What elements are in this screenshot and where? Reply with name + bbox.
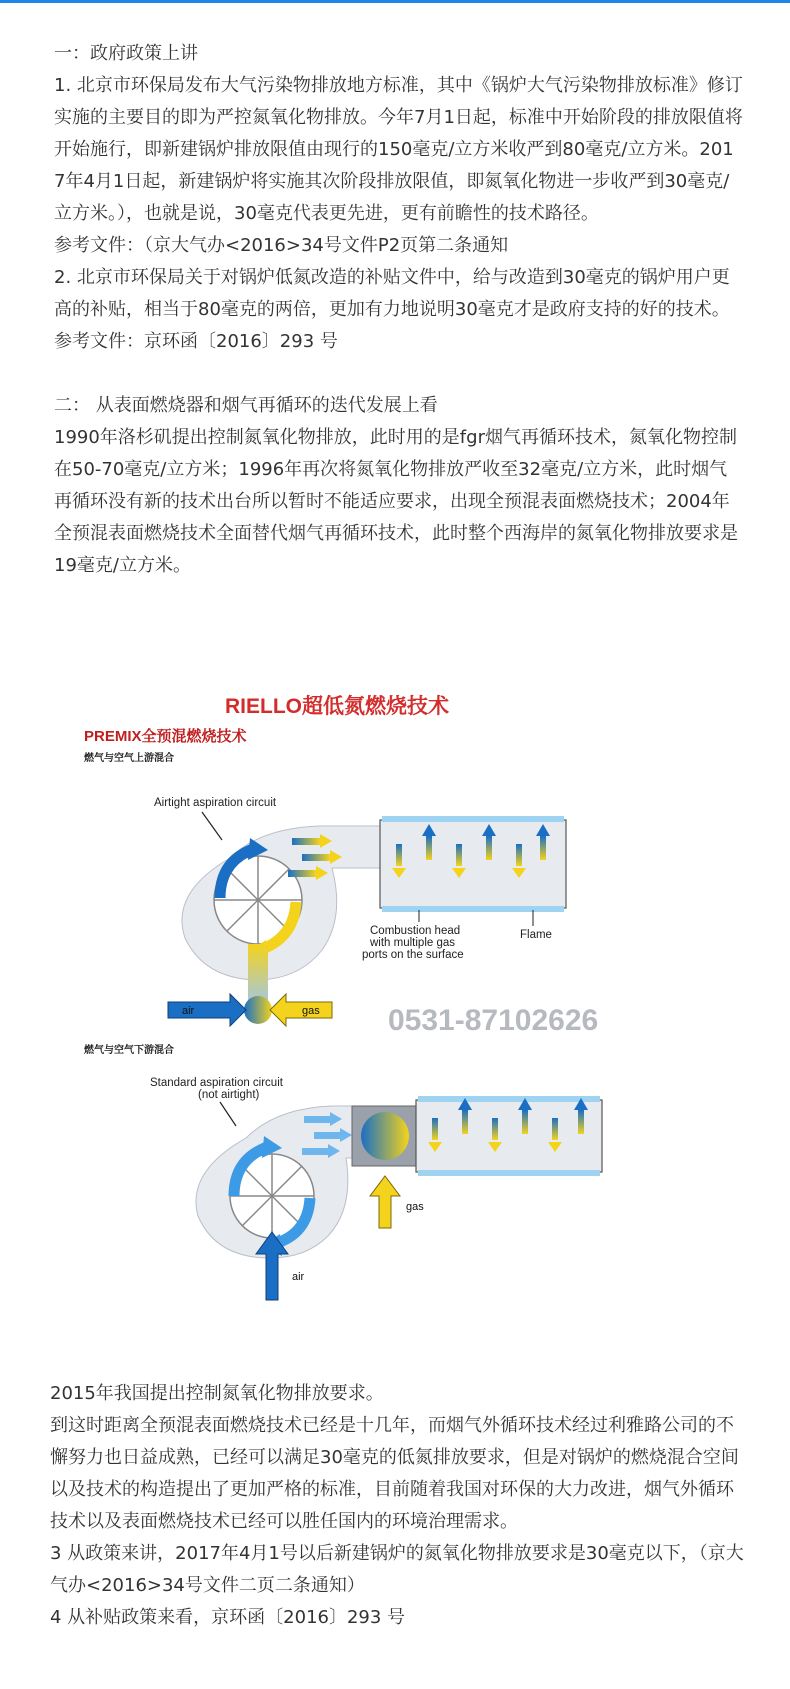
- burner-diagram-svg: [70, 688, 670, 1348]
- upper-caption: 燃气与空气上游混合: [84, 753, 174, 764]
- upper-premix-burner: [154, 797, 566, 1026]
- section-1-reference-1: 参考文件：（京大气办<2016>34号文件P2页第二条通知: [54, 235, 509, 256]
- figure-subtitle: PREMIX全预混燃烧技术: [84, 728, 247, 745]
- upper-gas-label: gas: [302, 1005, 320, 1017]
- lower-caption: 燃气与空气下游混合: [84, 1045, 174, 1056]
- lower-mixing-valve: [361, 1112, 409, 1160]
- airtight-label: Airtight aspiration circuit: [154, 797, 277, 809]
- riello-burner-diagram: [70, 688, 670, 1348]
- section-3-paragraph-1: 2015年我国提出控制氮氧化物排放要求。: [50, 1383, 384, 1404]
- combustion-head-label-2: with multiple gas: [370, 937, 456, 949]
- section-3-paragraph-2: 到这时距离全预混表面燃烧技术已经是十几年，而烟气外循环技术经过利雅路公司的不懈努力也日益成熟，已经可以满足30毫克的低氮排放要求，但是对锅炉的燃烧混合空间以及技术的构造提出了更加严格的标准，目前随着我国对环保的大力改进，烟气外循环技术以及表面燃烧技术已经可以胜任国内的环境治理需求。: [50, 1415, 739, 1532]
- upper-flame-bottom: [382, 906, 564, 912]
- figure-title: RIELLO超低氮燃烧技术: [225, 695, 449, 718]
- section-3-paragraph-4: 4 从补贴政策来看，京环函〔2016〕293 号: [50, 1607, 406, 1628]
- section-1-paragraph-2: 2. 北京市环保局关于对锅炉低氮改造的补贴文件中，给与改造到30毫克的锅炉用户更高的补贴，相当于80毫克的两倍，更加有力地说明30毫克才是政府支持的好的技术。: [54, 267, 730, 320]
- section-1-paragraph-1: 1. 北京市环保局发布大气污染物排放地方标准，其中《锅炉大气污染物排放标准》修订实施的主要目的即为严控氮氧化物排放。今年7月1日起，标准中开始阶段的排放限值将开始施行，即新建锅炉排放限值由现行的150毫克/立方米收严到80毫克/立方米。2017年4月1日起，新建锅炉将实施其次阶段排放限值，即氮氧化物进一步收严到30毫克/立方米。），也就是说，30毫克代表更先进，更有前瞻性的技术路径。: [54, 75, 743, 224]
- upper-flame-top: [382, 816, 564, 822]
- airtight-pointer: [202, 812, 222, 840]
- upper-mixing-valve: [244, 996, 272, 1024]
- lower-gas-arrow: [370, 1176, 400, 1228]
- section-1-heading: 一：政府政策上讲: [54, 43, 198, 64]
- combustion-head-label-1: Combustion head: [370, 925, 461, 937]
- section-1-reference-2: 参考文件：京环函〔2016〕293 号: [54, 331, 338, 352]
- standard-label-1: Standard aspiration circuit: [150, 1077, 283, 1089]
- flame-label: Flame: [520, 929, 552, 941]
- lower-air-label: air: [292, 1271, 305, 1283]
- article-section-3: [50, 1378, 750, 1634]
- section-2-paragraph-1: 1990年洛杉矶提出控制氮氧化物排放，此时用的是fgr烟气再循环技术，氮氧化物控制在50-70毫克/立方米；1996年再次将氮氧化物排放严收至32毫克/立方米，此时烟气再循环没有新的技术出台所以暂时不能适应要求，出现全预混表面燃烧技术；2004年全预混表面燃烧技术全面替代烟气再循环技术，此时整个西海岸的氮氧化物排放要求是19毫克/立方米。: [54, 427, 738, 576]
- section-2-heading: 二： 从表面燃烧器和烟气再循环的迭代发展上看: [54, 395, 438, 416]
- lower-standard-burner: [150, 1077, 602, 1300]
- section-3-paragraph-3: 3 从政策来讲，2017年4月1号以后新建锅炉的氮氧化物排放要求是30毫克以下，（京大气办<2016>34号文件二页二条通知）: [50, 1543, 744, 1596]
- top-accent-bar: [0, 0, 790, 3]
- lower-combustion-head: [416, 1100, 602, 1172]
- combustion-head-label-3: ports on the surface: [362, 949, 464, 961]
- upper-gas-arrow: [270, 994, 332, 1026]
- lower-gas-label: gas: [406, 1201, 424, 1213]
- standard-label-2: (not airtight): [198, 1089, 260, 1101]
- phone-watermark: 0531-87102626: [388, 1004, 599, 1037]
- article-section-1: [54, 38, 744, 582]
- upper-air-label: air: [182, 1005, 195, 1017]
- upper-air-arrow: [168, 994, 246, 1026]
